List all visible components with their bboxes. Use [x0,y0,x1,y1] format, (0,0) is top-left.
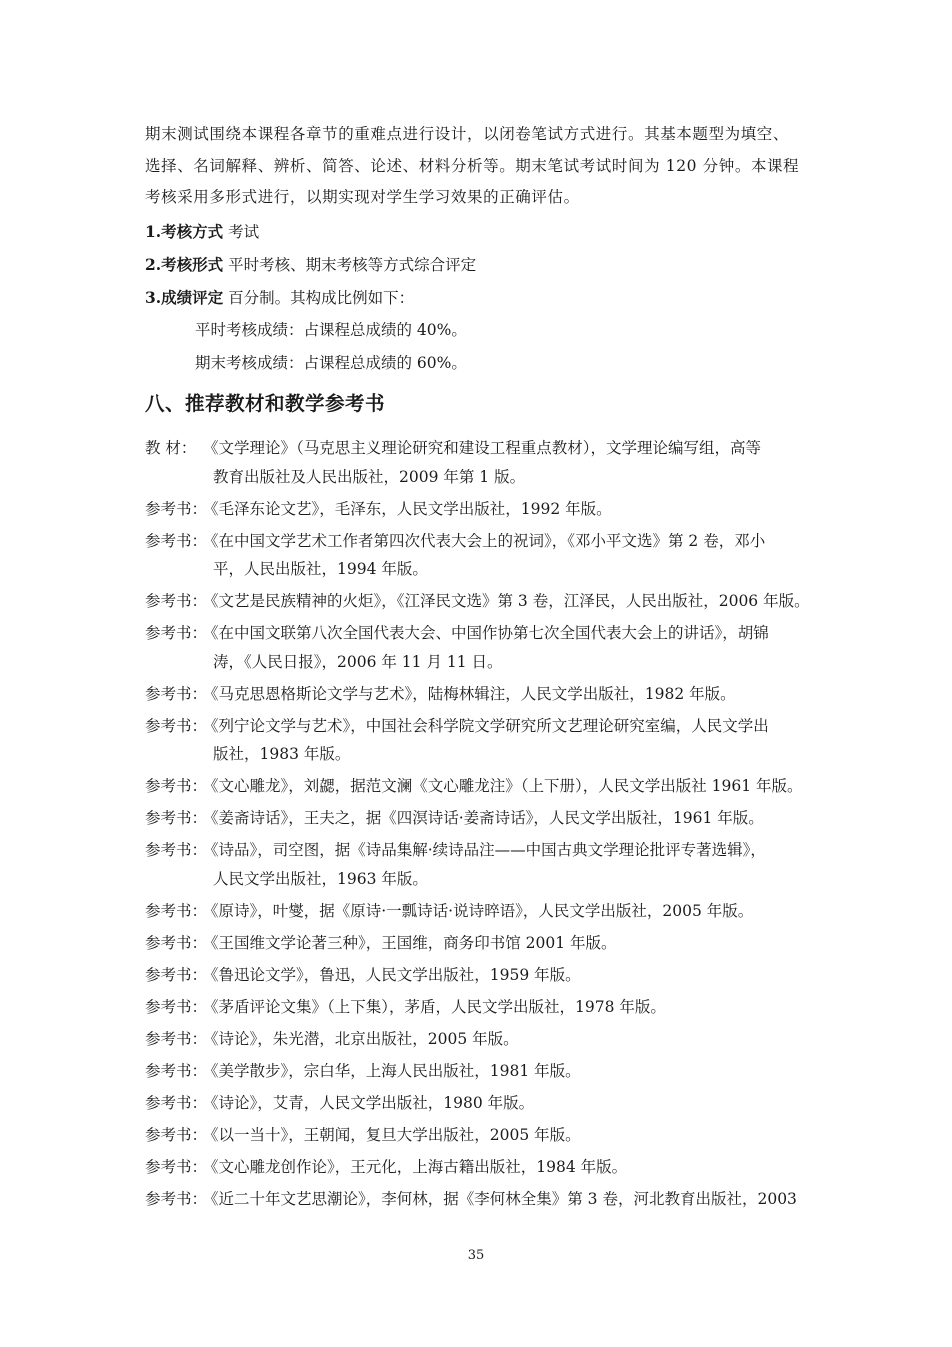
reference-text [203,712,817,769]
assessment-block [145,215,476,380]
final-score-ratio: 期末考核成绩：占课程总成绩的 60%。 [195,354,467,372]
reference-item [145,804,817,833]
reference-item [145,434,817,491]
reference-label: 参考书： [145,777,208,795]
reference-text [203,1153,817,1182]
reference-line: 《马克思恩格斯论文学与艺术》，陆梅林辑注，人民文学出版社，1982 年版。 [203,684,736,703]
assessment-method [145,215,476,248]
reference-line: 《文学理论》（马克思主义理论研究和建设工程重点教材），文学理论编写组，高等 [203,439,762,457]
reference-item [145,1057,817,1086]
grade-evaluation-value: 百分制。其构成比例如下： [228,289,415,307]
reference-item [145,929,817,958]
reference-text [203,495,817,524]
reference-line: 《在中国文联第八次全国代表大会、中国作协第七次全国代表大会上的讲话》，胡锦 [203,624,769,642]
reference-line: 《文艺是民族精神的火炬》，《江泽民文选》第 3 卷，江泽民，人民出版社，2006 年版。 [203,592,810,610]
reference-text [203,772,817,801]
reference-line: 《在中国文学艺术工作者第四次代表大会上的祝词》，《邓小平文选》第 2 卷，邓小 [203,531,766,550]
reference-label: 参考书： [145,1125,208,1144]
page-number: 35 [467,1248,485,1263]
grade-evaluation-label: 3.成绩评定 [145,288,224,307]
reference-line: 《近二十年文艺思潮论》，李何林，据《李何林全集》第 3 卷，河北教育出版社，2003 [203,1189,797,1208]
reference-label: 参考书： [145,1189,208,1208]
reference-item [145,961,817,990]
reference-line: 人民文学出版社，1963 年版。 [213,869,428,888]
reference-label: 参考书： [145,716,208,735]
reference-text [203,1185,817,1214]
assessment-form-label: 2.考核形式 [145,255,224,274]
reference-item [145,619,817,676]
reference-text [203,804,817,833]
assessment-method-label: 1.考核方式 [145,222,224,241]
reference-text [203,897,817,926]
reference-line: 平，人民出版社，1994 年版。 [213,560,428,578]
reference-label: 参考书： [145,592,208,610]
reference-text [203,961,817,990]
reference-item [145,587,817,616]
reference-label: 参考书： [145,1029,208,1048]
reference-item [145,680,817,709]
reference-item [145,1185,817,1214]
reference-text [203,1089,817,1118]
reference-item [145,1153,817,1182]
intro-line: 考核采用多形式进行，以期实现对学生学习效果的正确评估。 [145,188,580,206]
reference-label: 参考书： [145,624,208,642]
reference-line: 《文心雕龙创作论》，王元化，上海古籍出版社，1984 年版。 [203,1157,628,1176]
reference-text [203,1025,817,1054]
reference-label: 教 材： [145,439,197,457]
reference-label: 参考书： [145,809,208,827]
reference-label: 参考书： [145,1061,208,1080]
reference-item [145,527,817,584]
reference-text [203,1121,817,1150]
reference-label: 参考书： [145,965,208,984]
assessment-form-value: 平时考核、期末考核等方式综合评定 [228,256,477,274]
reference-line: 《毛泽东论文艺》，毛泽东，人民文学出版社，1992 年版。 [203,499,612,518]
grade-evaluation [145,281,476,314]
reference-line: 《鲁迅论文学》，鲁迅，人民文学出版社，1959 年版。 [203,965,581,984]
reference-item [145,1025,817,1054]
reference-line: 《文心雕龙》，刘勰，据范文澜《文心雕龙注》（上下册），人民文学出版社 1961 年版。 [203,777,803,795]
reference-label: 参考书： [145,1157,208,1176]
reference-label: 参考书： [145,841,208,859]
reference-line: 《姜斋诗话》，王夫之，据《四溟诗话·姜斋诗话》，人民文学出版社，1961 年版。 [203,809,764,827]
reference-text [203,434,817,491]
reference-label: 参考书： [145,933,208,952]
reference-line: 《王国维文学论著三种》，王国维，商务印书馆 2001 年版。 [203,933,617,952]
intro-line: 选择、名词解释、辨析、简答、论述、材料分析等。期末笔试考试时间为 120 分钟。本课程 [145,156,800,175]
reference-line: 《原诗》，叶燮，据《原诗·一瓢诗话·说诗晬语》，人民文学出版社，2005 年版。 [203,901,754,920]
reference-item [145,1121,817,1150]
reference-label: 参考书： [145,531,208,550]
reference-text [203,680,817,709]
reference-item [145,897,817,926]
reference-line: 《茅盾评论文集》（上下集），茅盾，人民文学出版社，1978 年版。 [203,997,666,1016]
assessment-method-value: 考试 [228,223,260,241]
reference-label: 参考书： [145,684,208,703]
reference-line: 《列宁论文学与艺术》，中国社会科学院文学研究所文艺理论研究室编，人民文学出 [203,716,769,735]
regular-score-ratio: 平时考核成绩：占课程总成绩的 40%。 [195,321,467,339]
reference-line: 《诗论》，朱光潜，北京出版社，2005 年版。 [203,1029,519,1048]
assessment-form [145,248,476,281]
reference-label: 参考书： [145,997,208,1016]
reference-item [145,836,817,893]
intro-paragraph [145,119,810,214]
reference-item [145,772,817,801]
section-heading: 八、推荐教材和教学参考书 [145,392,386,415]
reference-label: 参考书： [145,1093,208,1112]
reference-text [203,929,817,958]
reference-line: 涛，《人民日报》，2006 年 11 月 11 日。 [213,652,503,671]
reference-text [203,527,817,584]
reference-label: 参考书： [145,499,208,518]
reference-item [145,712,817,769]
reference-line: 《诗品》，司空图，据《诗品集解·续诗品注——中国古典文学理论批评专著选辑》， [203,841,766,859]
reference-text [203,836,817,893]
reference-text [203,619,817,676]
reference-line: 《美学散步》，宗白华，上海人民出版社，1981 年版。 [203,1061,581,1080]
reference-line: 版社，1983 年版。 [213,745,351,763]
intro-line: 期末测试围绕本课程各章节的重难点进行设计，以闭卷笔试方式进行。其基本题型为填空、 [145,125,790,143]
reference-line: 《以一当十》，王朝闻，复旦大学出版社，2005 年版。 [203,1125,581,1144]
reference-text [203,587,817,616]
reference-list [145,434,817,1217]
reference-text [203,993,817,1022]
reference-line: 教育出版社及人民出版社，2009 年第 1 版。 [213,467,526,486]
reference-item [145,495,817,524]
reference-item [145,993,817,1022]
reference-label: 参考书： [145,901,208,920]
reference-text [203,1057,817,1086]
reference-item [145,1089,817,1118]
reference-line: 《诗论》，艾青，人民文学出版社，1980 年版。 [203,1093,535,1112]
